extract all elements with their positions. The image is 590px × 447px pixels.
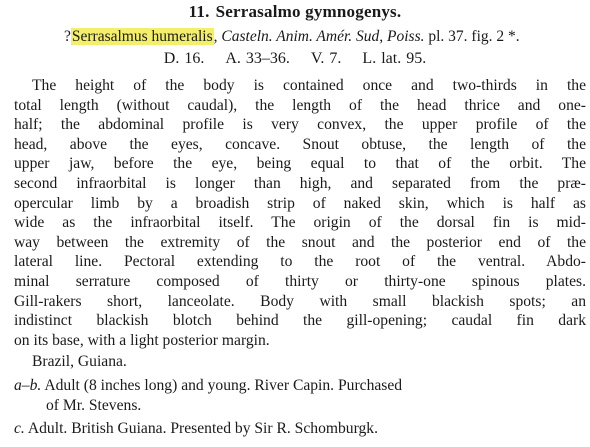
description-line: Gill-rakers short, lanceolate. Body with small blackish spots; an: [14, 292, 586, 310]
description-line: on its base, with a light posterior margin.: [14, 331, 270, 349]
ventral-count: V. 7.: [310, 50, 342, 67]
species-name: Serrasalmo gymnogenys.: [215, 2, 402, 21]
description-line: wide as the infraorbital itself. The origin of the dorsal fin is mid-: [14, 214, 586, 232]
synonym-reference: Casteln. Anim. Amér. Sud, Poiss.: [221, 28, 425, 45]
description-line: half; the abdominal profile is very convex, the upper profile of the: [14, 116, 586, 134]
specimen-entry: [14, 376, 586, 415]
locality-text: Brazil, Guiana.: [32, 353, 127, 370]
dorsal-count: D. 16.: [163, 50, 205, 67]
specimen-text: Adult (8 inches long) and young. River Capin. Purchased: [44, 377, 403, 394]
description-line: The height of the body is contained once and two-thirds in the: [32, 77, 586, 94]
description-line: opercular limb by a broadish strip of naked skin, which is half as: [14, 194, 586, 212]
synonym-line: ?Serrasalmus humeralis, Casteln. Anim. Amér. Sud, Poiss. pl. 37. fig. 2 *.: [64, 28, 520, 45]
description-line: indistinct blackish blotch behind the gill-opening; caudal fin dark: [14, 312, 586, 330]
description-line: total length (without caudal), the length of the head thrice and one-: [14, 96, 586, 114]
description-line: lateral line. Pectoral extending to the root of the ventral. Abdo-: [14, 253, 586, 271]
synonym-query-mark: ?: [64, 28, 71, 45]
description-line: second infraorbital is longer than high, and separated from the præ-: [14, 174, 586, 192]
lateral-line-count: L. lat. 95.: [362, 50, 427, 67]
fin-counts: [0, 50, 590, 68]
specimen-continuation: of Mr. Stevens.: [46, 396, 142, 414]
synonym-name-highlighted: Serrasalmus humeralis: [71, 28, 213, 45]
description-line: way between the extremity of the snout and the posterior end of the: [14, 233, 586, 251]
description-line: upper jaw, before the eye, being equal to that of the orbit. The: [14, 155, 586, 173]
specimen-entry: [14, 419, 586, 439]
species-heading: [0, 2, 590, 22]
description-paragraph: [14, 76, 586, 350]
specimen-letter: a–b.: [14, 377, 42, 394]
synonym-asterisk: *.: [508, 28, 520, 45]
synonym-plate: pl. 37. fig. 2: [428, 28, 505, 45]
description-line: minal serrature composed of thirty or thirty-one spinous plates.: [14, 272, 586, 290]
specimen-text: Adult. British Guiana. Presented by Sir R. Schomburgk.: [27, 420, 378, 437]
specimen-letter: c.: [14, 420, 25, 437]
species-number: 11.: [188, 2, 210, 21]
description-line: head, above the eyes, concave. Snout obtuse, the length of the: [14, 135, 586, 153]
anal-count: A. 33–36.: [225, 50, 290, 67]
